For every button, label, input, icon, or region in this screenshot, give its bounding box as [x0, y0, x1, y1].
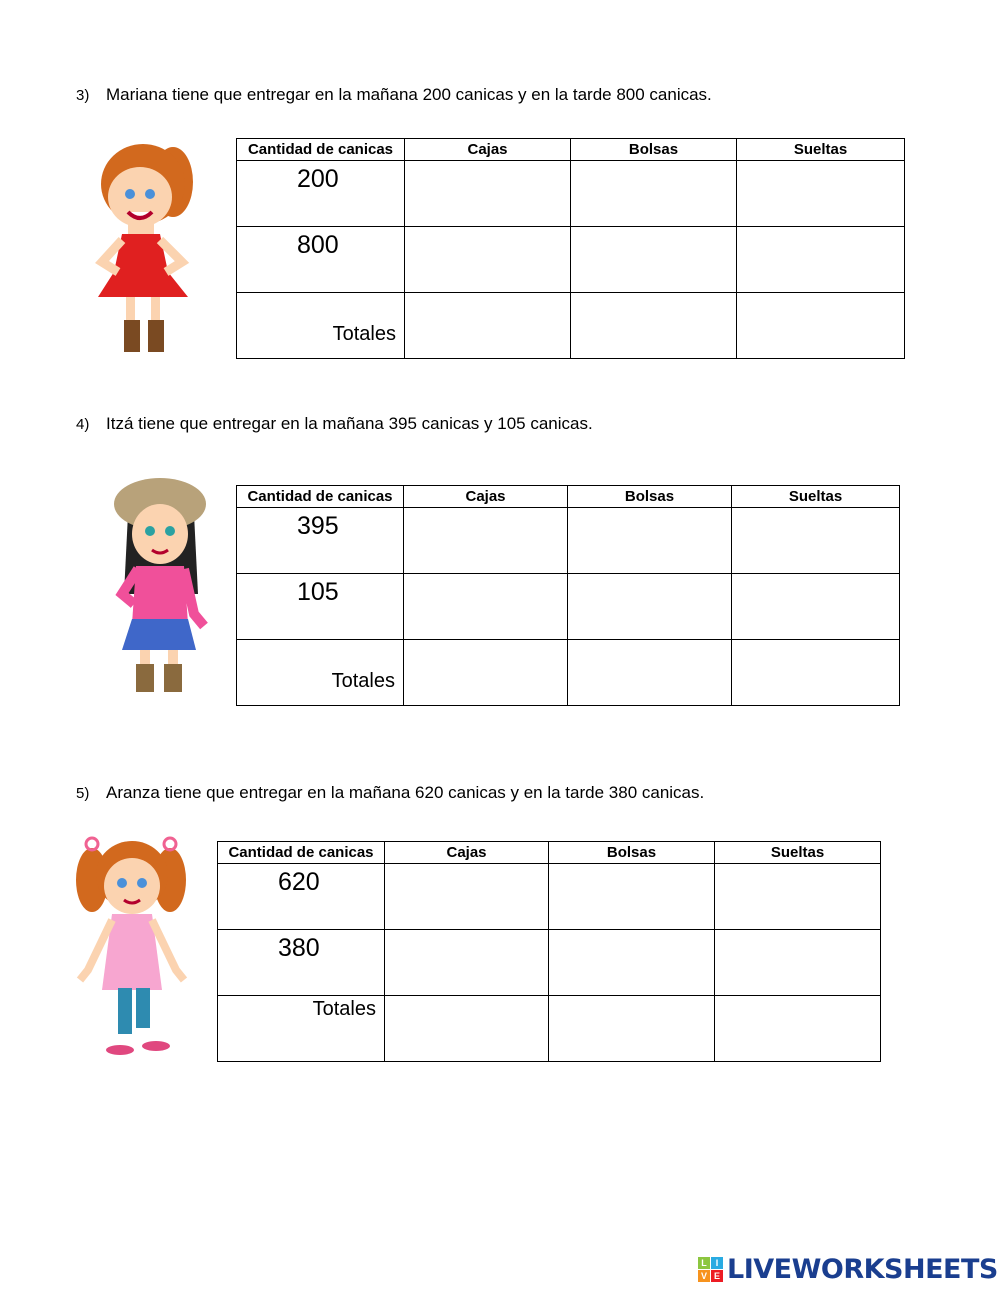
cajas-answer-cell[interactable]: [405, 161, 571, 227]
bolsas-answer-cell[interactable]: [549, 930, 715, 996]
bolsas-total-cell[interactable]: [571, 293, 737, 359]
logo-mark-letter: E: [711, 1270, 723, 1282]
logo-mark-letter: L: [698, 1257, 710, 1269]
problem-3-statement: [76, 85, 712, 105]
girl-beret-illustration: [108, 474, 213, 699]
bolsas-answer-cell[interactable]: [568, 508, 732, 574]
table-header-row: [237, 486, 900, 508]
sueltas-answer-cell[interactable]: [737, 227, 905, 293]
header-cajas: Cajas: [405, 139, 571, 161]
girl-pink-dress-illustration: [70, 830, 195, 1062]
header-bolsas: Bolsas: [571, 139, 737, 161]
bolsas-total-cell[interactable]: [568, 640, 732, 706]
problem-number: 4): [76, 416, 90, 433]
problem-number: 3): [76, 87, 90, 104]
totals-row: [218, 996, 881, 1062]
problem-4-statement: [76, 414, 593, 434]
problem-5-table: [217, 841, 881, 1062]
quantity-value: 395: [297, 512, 339, 540]
sueltas-answer-cell[interactable]: [737, 161, 905, 227]
logo-text: LIVEWORKSHEETS: [727, 1253, 998, 1285]
logo-mark-letter: V: [698, 1270, 710, 1282]
cajas-total-cell[interactable]: [405, 293, 571, 359]
table-header-row: [237, 139, 905, 161]
header-sueltas: Sueltas: [732, 486, 900, 508]
header-sueltas: Sueltas: [715, 842, 881, 864]
totals-row: [237, 293, 905, 359]
bolsas-total-cell[interactable]: [549, 996, 715, 1062]
quantity-value: 800: [297, 231, 339, 259]
quantity-value: 620: [278, 868, 320, 896]
totals-label: Totales: [331, 670, 395, 692]
table-row: [237, 227, 905, 293]
header-cantidad: Cantidad de canicas: [237, 486, 404, 508]
sueltas-total-cell[interactable]: [732, 640, 900, 706]
totals-row: [237, 640, 900, 706]
header-cajas: Cajas: [385, 842, 549, 864]
cajas-answer-cell[interactable]: [405, 227, 571, 293]
bolsas-answer-cell[interactable]: [571, 227, 737, 293]
table-row: [237, 574, 900, 640]
sueltas-total-cell[interactable]: [737, 293, 905, 359]
cajas-answer-cell[interactable]: [385, 930, 549, 996]
table-row: [237, 508, 900, 574]
header-sueltas: Sueltas: [737, 139, 905, 161]
quantity-value: 105: [297, 578, 339, 606]
bolsas-answer-cell[interactable]: [571, 161, 737, 227]
bolsas-answer-cell[interactable]: [568, 574, 732, 640]
logo-mark-icon: [698, 1257, 723, 1282]
liveworksheets-logo: [698, 1254, 998, 1284]
problem-5-statement: [76, 783, 704, 803]
problem-text: Aranza tiene que entregar en la mañana 620 canicas y en la tarde 380 canicas.: [106, 783, 705, 802]
header-cajas: Cajas: [404, 486, 568, 508]
cajas-answer-cell[interactable]: [385, 864, 549, 930]
table-row: [218, 930, 881, 996]
table-row: [218, 864, 881, 930]
problem-3-table: [236, 138, 905, 359]
quantity-value: 380: [278, 934, 320, 962]
table-header-row: [218, 842, 881, 864]
logo-mark-letter: I: [711, 1257, 723, 1269]
problem-text: Itzá tiene que entregar en la mañana 395 canicas y 105 canicas.: [106, 414, 593, 433]
header-cantidad: Cantidad de canicas: [237, 139, 405, 161]
problem-number: 5): [76, 785, 90, 802]
girl-red-dress-illustration: [88, 132, 208, 357]
sueltas-answer-cell[interactable]: [732, 574, 900, 640]
cajas-total-cell[interactable]: [404, 640, 568, 706]
bolsas-answer-cell[interactable]: [549, 864, 715, 930]
sueltas-answer-cell[interactable]: [715, 864, 881, 930]
sueltas-answer-cell[interactable]: [715, 930, 881, 996]
cajas-answer-cell[interactable]: [404, 574, 568, 640]
cajas-total-cell[interactable]: [385, 996, 549, 1062]
header-cantidad: Cantidad de canicas: [218, 842, 385, 864]
totals-label: Totales: [312, 998, 376, 1020]
problem-4-table: [236, 485, 900, 706]
header-bolsas: Bolsas: [549, 842, 715, 864]
table-row: [237, 161, 905, 227]
quantity-value: 200: [297, 165, 339, 193]
sueltas-answer-cell[interactable]: [732, 508, 900, 574]
problem-text: Mariana tiene que entregar en la mañana 200 canicas y en la tarde 800 canicas.: [106, 85, 712, 104]
cajas-answer-cell[interactable]: [404, 508, 568, 574]
sueltas-total-cell[interactable]: [715, 996, 881, 1062]
totals-label: Totales: [332, 323, 396, 345]
header-bolsas: Bolsas: [568, 486, 732, 508]
